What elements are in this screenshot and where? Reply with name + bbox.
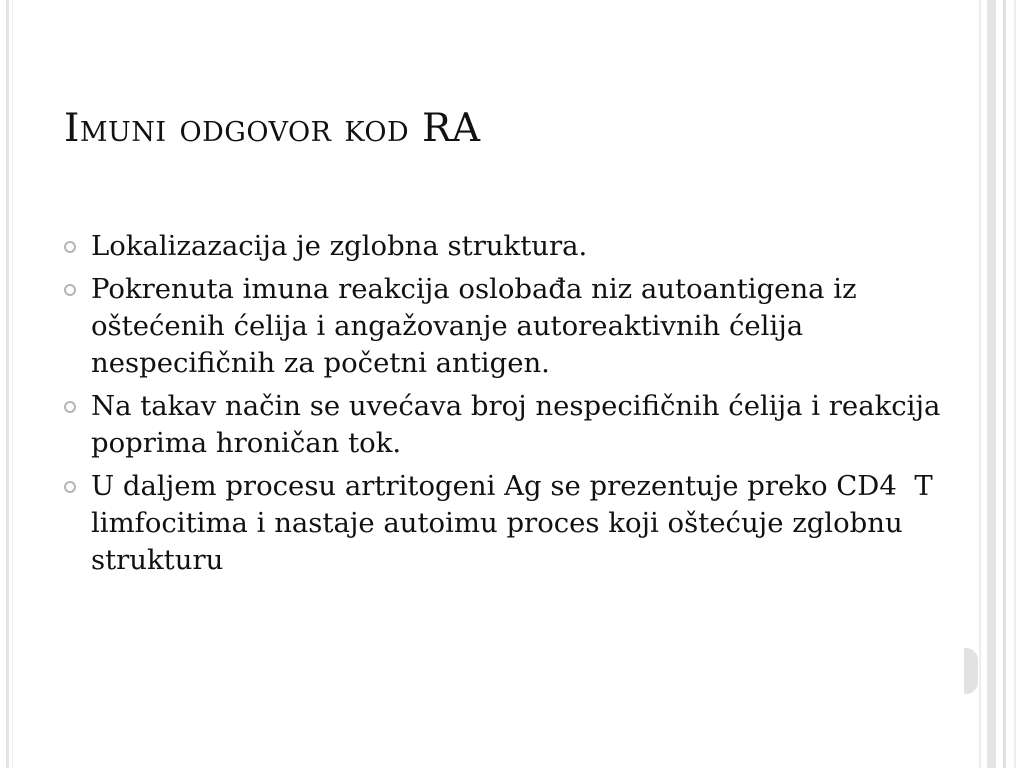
bullet-text: Pokrenuta imuna reakcija oslobađa niz autoantigena iz oštećenih ćelija i angažovanje autoreaktivnih ćelija nespecifičnih za početni antigen. [91, 273, 866, 379]
right-border-rule [1014, 0, 1016, 768]
bullet-list [64, 228, 950, 585]
bullet-item [64, 468, 944, 579]
right-border-rule [1003, 0, 1006, 768]
bullet-item [64, 388, 950, 462]
bullet-text: Lokalizazacija je zglobna struktura. [91, 230, 588, 262]
bullet-text: Na takav način se uvećava broj nespecifičnih ćelija i reakcija poprima hroničan tok. [91, 390, 950, 459]
bullet-text: U daljem procesu artritogeni Ag se prezentuje preko CD4 T limfocitima i nastaje autoimu proces koji oštećuje zglobnu strukturu [91, 470, 942, 576]
hollow-circle-bullet-icon [64, 241, 76, 253]
bullet-item [64, 228, 944, 265]
hollow-circle-bullet-icon [64, 401, 76, 413]
right-border-rule [987, 0, 996, 768]
slide-title: Imuni odgovor kod RA [64, 106, 481, 151]
hollow-circle-bullet-icon [64, 284, 76, 296]
left-border-rule [6, 0, 9, 768]
left-border-rule-thin [12, 0, 13, 768]
hollow-circle-bullet-icon [64, 481, 76, 493]
bullet-item [64, 271, 944, 382]
right-border-rule [979, 0, 981, 768]
right-edge-tab [964, 648, 978, 694]
